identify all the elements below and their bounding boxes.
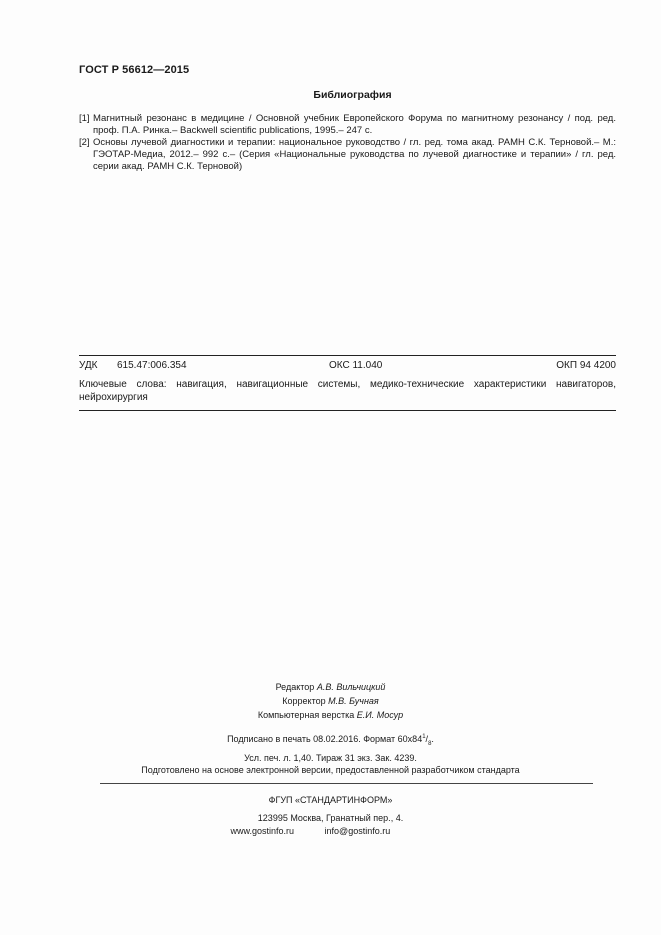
corrector-label: Корректор [282, 696, 326, 706]
top-divider [79, 355, 616, 356]
bottom-divider [79, 410, 616, 411]
reference-text: Основы лучевой диагностики и терапии: национальное руководство / гл. ред. тома акад. РАМН С.К. Терновой.– М.: ГЭОТАР-Медиа, 2012.– 992 с.– (Серия «Национальные руководства по лучевой диагностике и терапии» / гл. ред. серии акад. РАМН С.К. Терновой) [93, 137, 616, 172]
publisher-name: ФГУП «СТАНДАРТИНФОРМ» [268, 795, 393, 805]
oks-code: ОКС 11.040 [329, 360, 383, 371]
udk-label: УДК [79, 360, 98, 371]
publisher-name-block [0, 793, 661, 807]
email-link[interactable]: info@gostinfo.ru [324, 826, 391, 836]
reference-number: [1] [79, 113, 90, 124]
corrector-name: М.В. Бучная [328, 696, 379, 706]
reference-number: [2] [79, 137, 90, 148]
bibliography-list [79, 113, 616, 173]
prepared-note [0, 763, 661, 777]
bibliography-item [79, 137, 616, 173]
keywords: Ключевые слова: навигация, навигационные системы, медико-технические характеристики навигаторов, нейрохирургия [79, 379, 616, 403]
contacts-row [231, 825, 431, 838]
reference-text: Магнитный резонанс в медицине / Основной учебник Европейского Форума по магнитному резонансу / под. ред. проф. П.А. Ринка.– Backwell scientific publications, 1995.– 247 с. [93, 113, 616, 136]
bibliography-title: Библиография [313, 89, 392, 101]
document-code: ГОСТ Р 56612—2015 [79, 64, 190, 76]
publisher-address: 123995 Москва, Гранатный пер., 4. [257, 813, 404, 823]
editor-label: Редактор [275, 682, 315, 692]
format-numerator: 1 [422, 734, 426, 740]
udk-code: 615.47:006.354 [117, 360, 187, 371]
signed-line: Подписано в печать 08.02.2016. Формат $60x84^1/_8$. [227, 734, 434, 747]
bibliography-item [79, 113, 616, 137]
corrector-line [0, 694, 661, 708]
layout-label: Компьютерная верстка [257, 710, 355, 720]
signed-text: Подписано в печать 08.02.2016. Формат 60x84 [227, 734, 423, 744]
footer-divider [100, 783, 593, 784]
print-info-block [0, 730, 661, 765]
publisher-contacts [0, 812, 661, 838]
editor-line [0, 680, 661, 694]
editor-name: А.В. Вильчицкий [316, 682, 386, 692]
sheets-line: Усл. печ. л. 1,40. Тираж 31 экз. Зак. 4239. [244, 752, 417, 763]
website-link[interactable]: www.gostinfo.ru [230, 826, 295, 836]
credits-block [0, 680, 661, 722]
okp-code: ОКП 94 4200 [556, 360, 616, 371]
layout-name: Е.И. Мосур [356, 710, 404, 720]
layout-line [0, 708, 661, 722]
prepared-note-text: Подготовлено на основе электронной версии, предоставленной разработчиком стандарта [141, 765, 520, 775]
format-end: . [431, 734, 434, 744]
format-denominator: 8 [428, 740, 432, 747]
